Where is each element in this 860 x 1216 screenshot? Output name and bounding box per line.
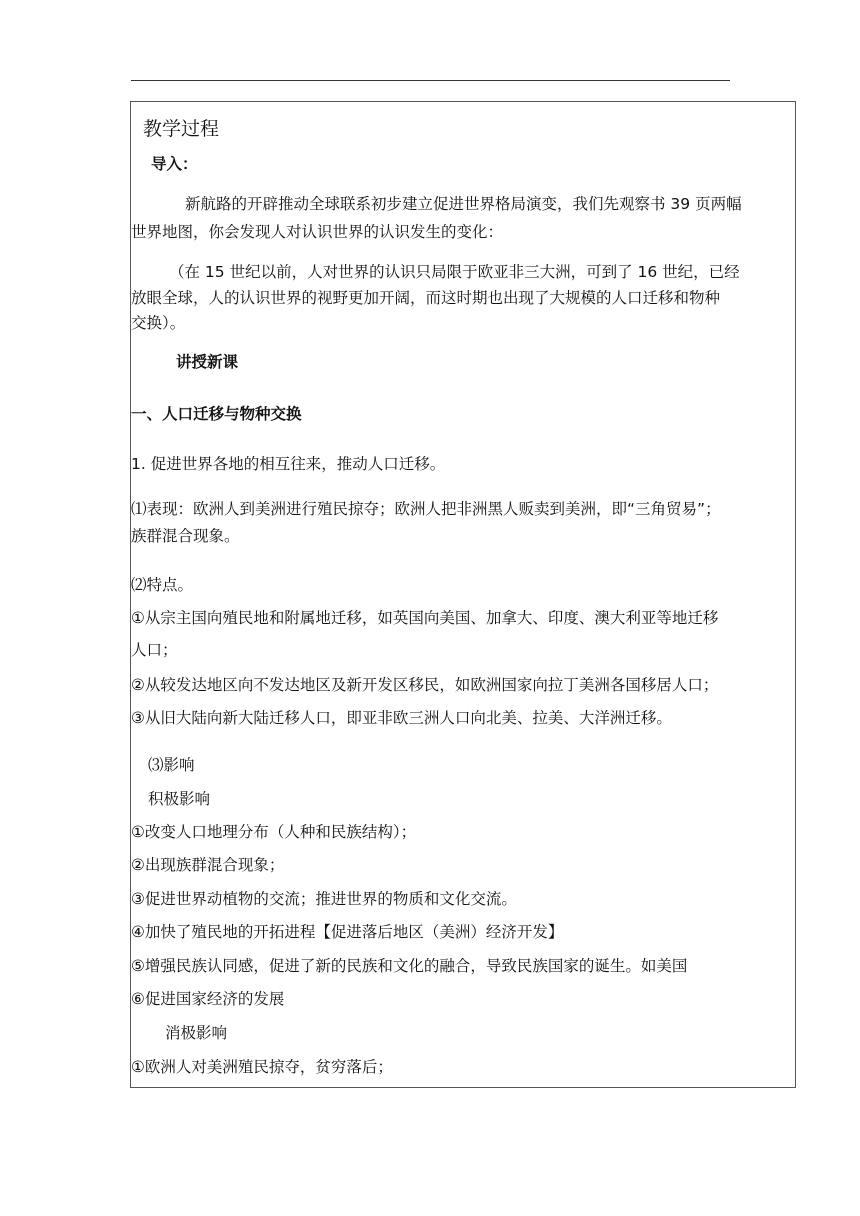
positive-impact-item: ③促进世界动植物的交流；推进世界的物质和文化交流。	[131, 890, 517, 908]
manifestation-line: ⑴表现：欧洲人到美洲进行殖民掠夺；欧洲人把非洲黑人贩卖到美洲，即“三角贸易”；	[131, 500, 721, 518]
new-lesson-label: 讲授新课	[176, 353, 239, 371]
section-title: 教学过程	[143, 118, 220, 140]
negative-impact-label: 消极影响	[165, 1024, 228, 1042]
positive-impact-label: 积极影响	[148, 790, 211, 808]
manifestation-line: 族群混合现象。	[131, 527, 240, 545]
intro-note-line: 交换）。	[131, 314, 186, 332]
feature-item: 人口；	[131, 641, 178, 659]
point-one: 1. 促进世界各地的相互往来，推动人口迁移。	[131, 455, 446, 473]
intro-label: 导入：	[151, 155, 198, 173]
positive-impact-item: ⑤增强民族认同感，促进了新的民族和文化的融合，导致民族国家的诞生。如美国	[131, 957, 688, 975]
positive-impact-item: ④加快了殖民地的开拓进程【促进落后地区（美洲）经济开发】	[131, 923, 564, 941]
positive-impact-item: ⑥促进国家经济的发展	[131, 990, 285, 1008]
positive-impact-item: ①改变人口地理分布（人种和民族结构）；	[131, 823, 417, 841]
negative-impact-item: ①欧洲人对美洲殖民掠夺，贫穷落后；	[131, 1058, 393, 1076]
header-rule	[131, 80, 730, 81]
feature-item: ②从较发达地区向不发达地区及新开发区移民，如欧洲国家向拉丁美洲各国移居人口；	[131, 676, 719, 694]
impact-label: ⑶影响	[148, 756, 195, 774]
feature-item: ③从旧大陆向新大陆迁移人口，即亚非欧三洲人口向北美、拉美、大洋洲迁移。	[131, 709, 672, 727]
intro-note-line: （在 15 世纪以前，人对世界的认识只局限于欧亚非三大洲，可到了 16 世纪，已经	[169, 263, 740, 281]
positive-impact-item: ②出现族群混合现象；	[131, 856, 285, 874]
feature-item: ①从宗主国向殖民地和附属地迁移，如英国向美国、加拿大、印度、澳大利亚等地迁移	[131, 609, 719, 627]
features-label: ⑵特点。	[131, 576, 194, 594]
intro-paragraph-line: 新航路的开辟推动全球联系初步建立促进世界格局演变，我们先观察书 39 页两幅	[185, 195, 742, 213]
part-one-title: 一、人口迁移与物种交换	[131, 405, 302, 423]
intro-paragraph-line: 世界地图，你会发现人对认识世界的认识发生的变化：	[131, 223, 504, 241]
teaching-process-box	[130, 101, 796, 1088]
intro-note-line: 放眼全球，人的认识世界的视野更加开阔，而这时期也出现了大规模的人口迁移和物种	[131, 289, 721, 307]
